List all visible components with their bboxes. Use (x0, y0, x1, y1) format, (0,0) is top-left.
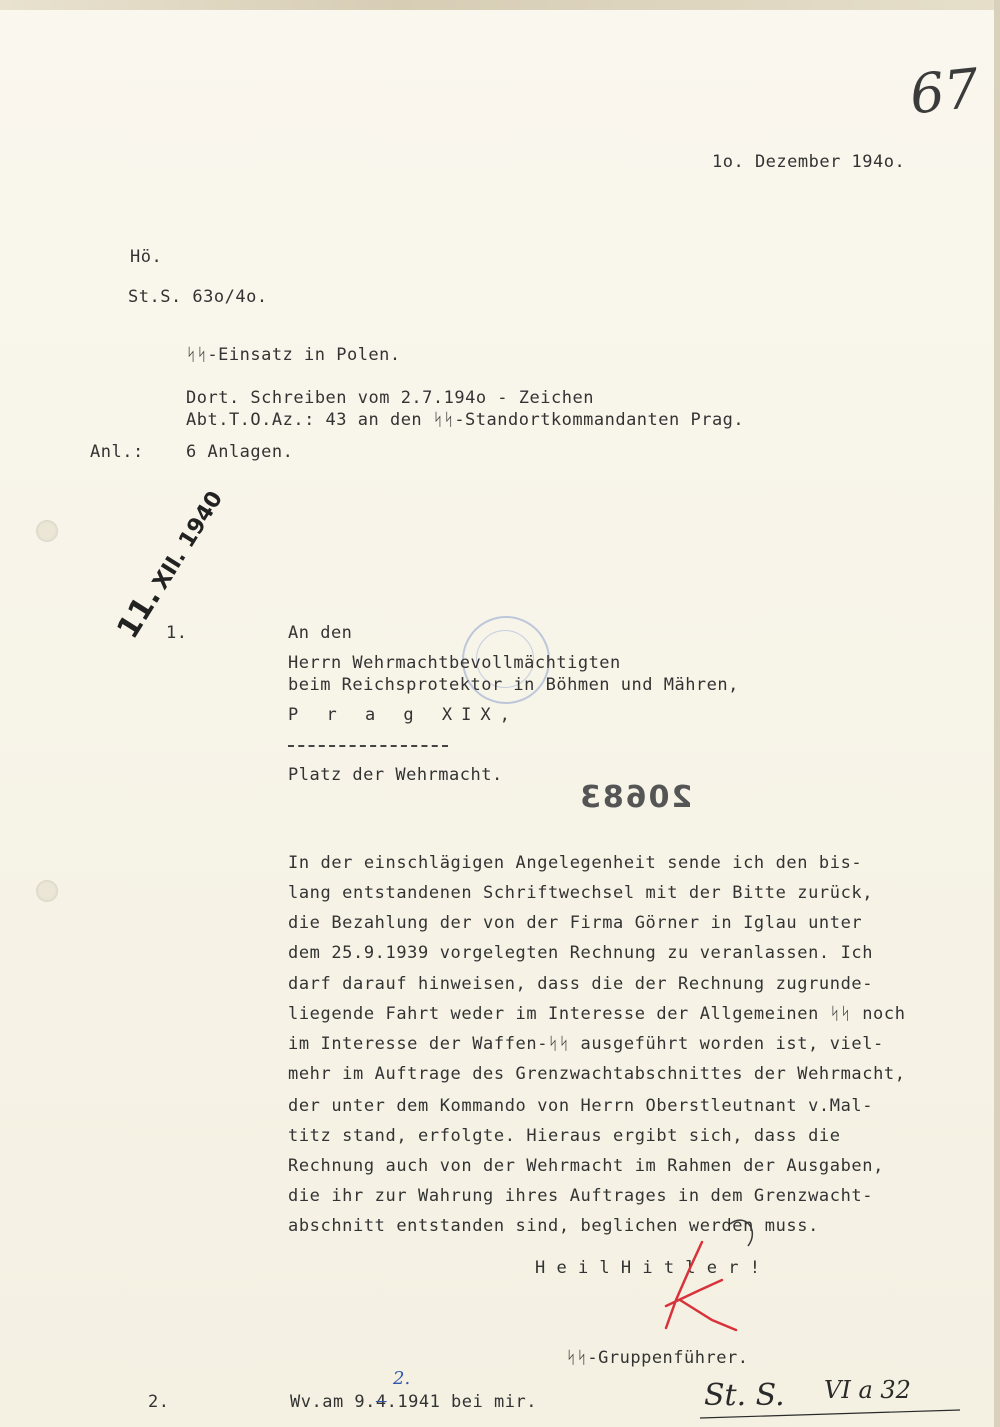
item-number-2: 2. (148, 1392, 170, 1412)
subject-text: -Einsatz in Polen. (207, 345, 401, 365)
recipient-line-3: beim Reichsprotektor in Böhmen und Mähren, (288, 675, 739, 695)
struck-digit: 4 (375, 1392, 387, 1412)
body-line: mehr im Auftrage des Grenzwachtabschnittes der Wehrmacht, (288, 1064, 906, 1084)
ss-rune: ᛋᛋ (548, 1034, 570, 1054)
body-line: der unter dem Kommando von Herrn Oberstleutnant v.Mal- (288, 1096, 874, 1116)
ss-rune: ᛋᛋ (432, 410, 455, 430)
body-line: abschnitt entstanden sind, beglichen werden muss. (288, 1216, 819, 1236)
body-line: im Interesse der Waffen-ᛋᛋ ausgeführt worden ist, viel- (288, 1034, 884, 1054)
handwritten-inserted-month: 2. (393, 1368, 411, 1389)
enclosures-value: 6 Anlagen. (186, 442, 294, 462)
followup-note: Wv.am 9.4.1941 bei mir. (290, 1392, 537, 1412)
reference-number: St.S. 63o/4o. (128, 287, 268, 307)
mirrored-registry-number: 20683 (578, 780, 693, 815)
body-line: In der einschlägigen Angelegenheit sende ich den bis- (288, 853, 863, 873)
recipient-line-2: Herrn Wehrmachtbevollmächtigten (288, 653, 621, 673)
initials: Hö. (130, 247, 163, 267)
recipient-street: Platz der Wehrmacht. (288, 765, 503, 785)
body-line: darf darauf hinweisen, dass die der Rechnung zugrunde- (288, 974, 874, 994)
body-line: dem 25.9.1939 vorgelegten Rechnung zu veranlassen. Ich (288, 943, 874, 963)
body-line: titz stand, erfolgte. Hieraus ergibt sich, dass die (288, 1126, 841, 1146)
enclosures-label: Anl.: (90, 442, 144, 462)
body-line: die ihr zur Wahrung ihres Auftrages in dem Grenzwacht- (288, 1186, 874, 1206)
stamp-month-year: XII. 1940 (148, 487, 229, 595)
handwritten-initials: St. S. (704, 1378, 785, 1413)
letter-date: 1o. Dezember 194o. (712, 152, 906, 172)
stamp-day: 11. (110, 581, 169, 645)
body-line: Rechnung auch von der Wehrmacht im Rahmen der Ausgaben, (288, 1156, 884, 1176)
body-line: lang entstandenen Schriftwechsel mit der Bitte zurück, (288, 883, 874, 903)
body-line: liegende Fahrt weder im Interesse der Allgemeinen ᛋᛋ noch (288, 1004, 906, 1024)
blue-ink-flourish (730, 1220, 752, 1246)
red-pencil-signature (666, 1242, 736, 1330)
page-number-pencil: 67 (906, 56, 982, 127)
signature-title: ᛋᛋ-Gruppenführer. (566, 1348, 749, 1368)
body-line: die Bezahlung der von der Firma Görner in Iglau unter (288, 913, 863, 933)
recipient-city: P r a g XIX, (288, 705, 519, 725)
ss-rune: ᛋᛋ (566, 1348, 588, 1368)
handwritten-underline (700, 1410, 960, 1418)
reference-line-2: Abt.T.O.Az.: 43 an den ᛋᛋ-Standortkommandanten Prag. (186, 410, 745, 430)
handwritten-file-reference: VI a 32 (824, 1376, 911, 1404)
reference-line-1: Dort. Schreiben vom 2.7.194o - Zeichen (186, 388, 594, 408)
closing-salutation: H e i l H i t l e r ! (535, 1258, 761, 1278)
recipient-line-1: An den (288, 623, 353, 643)
item-number-1: 1. (166, 623, 188, 643)
ss-rune: ᛋᛋ (829, 1004, 852, 1024)
ss-rune: ᛋᛋ (186, 345, 208, 365)
